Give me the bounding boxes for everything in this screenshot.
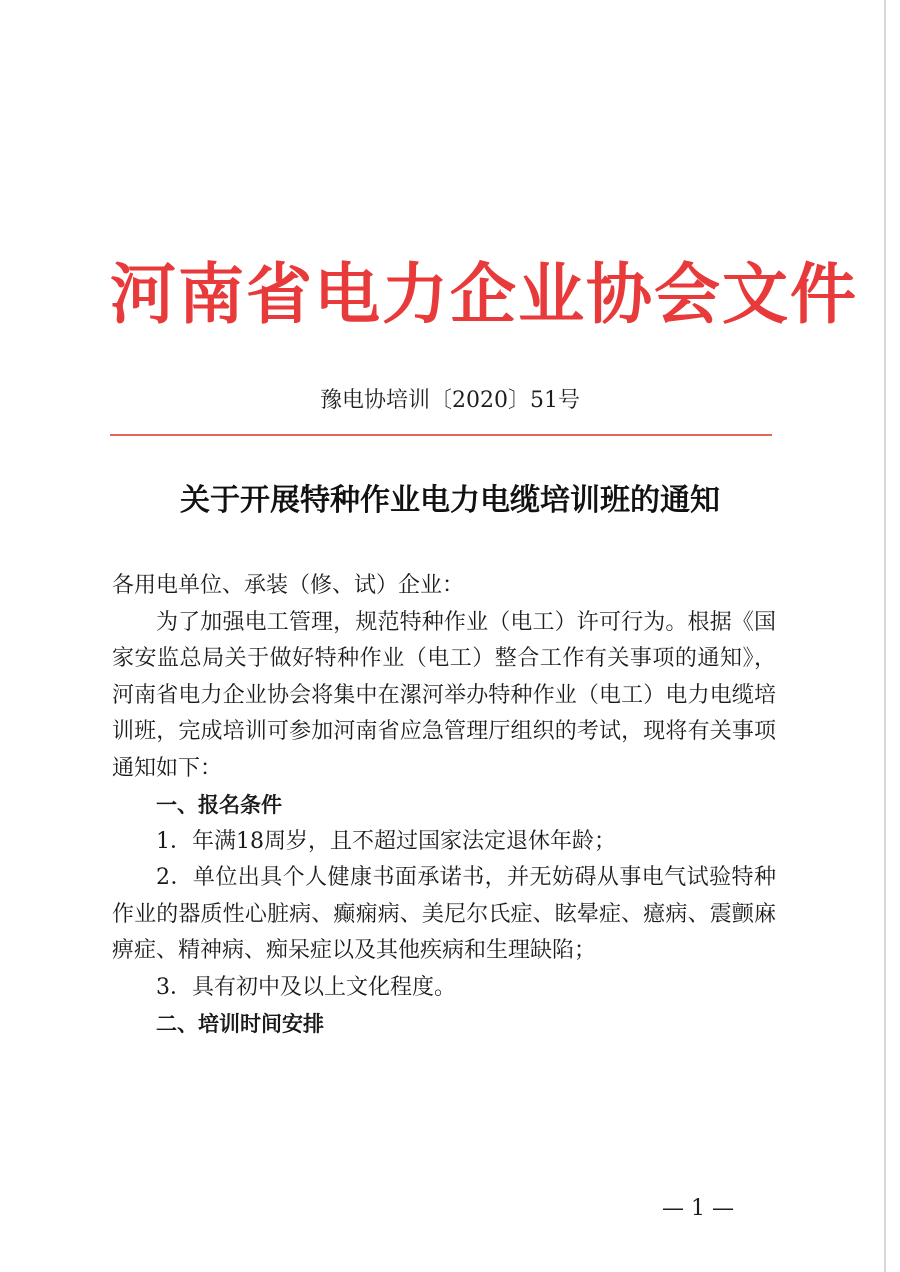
intro-paragraph: 为了加强电工管理，规范特种作业（电工）许可行为。根据《国家安监总局关于做好特种作业（电工）整合工作有关事项的通知》，河南省电力企业协会将集中在漯河举办特种作业（电工）电力电缆培训班，完成培训可参加河南省应急管理厅组织的考试，现将有关事项通知如下： (112, 609, 776, 781)
condition-item-3: 3．具有初中及以上文化程度。 (156, 974, 456, 1000)
scan-edge-line (884, 0, 886, 1272)
document-number: 豫电协培训〔2020〕51号 (320, 388, 580, 413)
page-number: — 1 — (662, 1196, 734, 1221)
document-body (112, 568, 776, 1043)
red-divider-line (110, 434, 772, 436)
document-title: 关于开展特种作业电力电缆培训班的通知 (180, 483, 720, 518)
section-heading-2: 二、培训时间安排 (156, 1012, 324, 1036)
section-heading-1: 一、报名条件 (156, 793, 282, 817)
condition-item-1: 1．年满18周岁，且不超过国家法定退休年龄； (156, 828, 616, 854)
salutation: 各用电单位、承装（修、试）企业： (112, 573, 465, 598)
condition-item-2: 2．单位出具个人健康书面承诺书，并无妨碍从事电气试验特种作业的器质性心脏病、癫痫病、美尼尔氏症、眩晕症、癔病、震颤麻痹症、精神病、痴呆症以及其他疾病和生理缺陷； (112, 865, 776, 963)
document-header: 河南省电力企业协会文件 (110, 255, 858, 333)
